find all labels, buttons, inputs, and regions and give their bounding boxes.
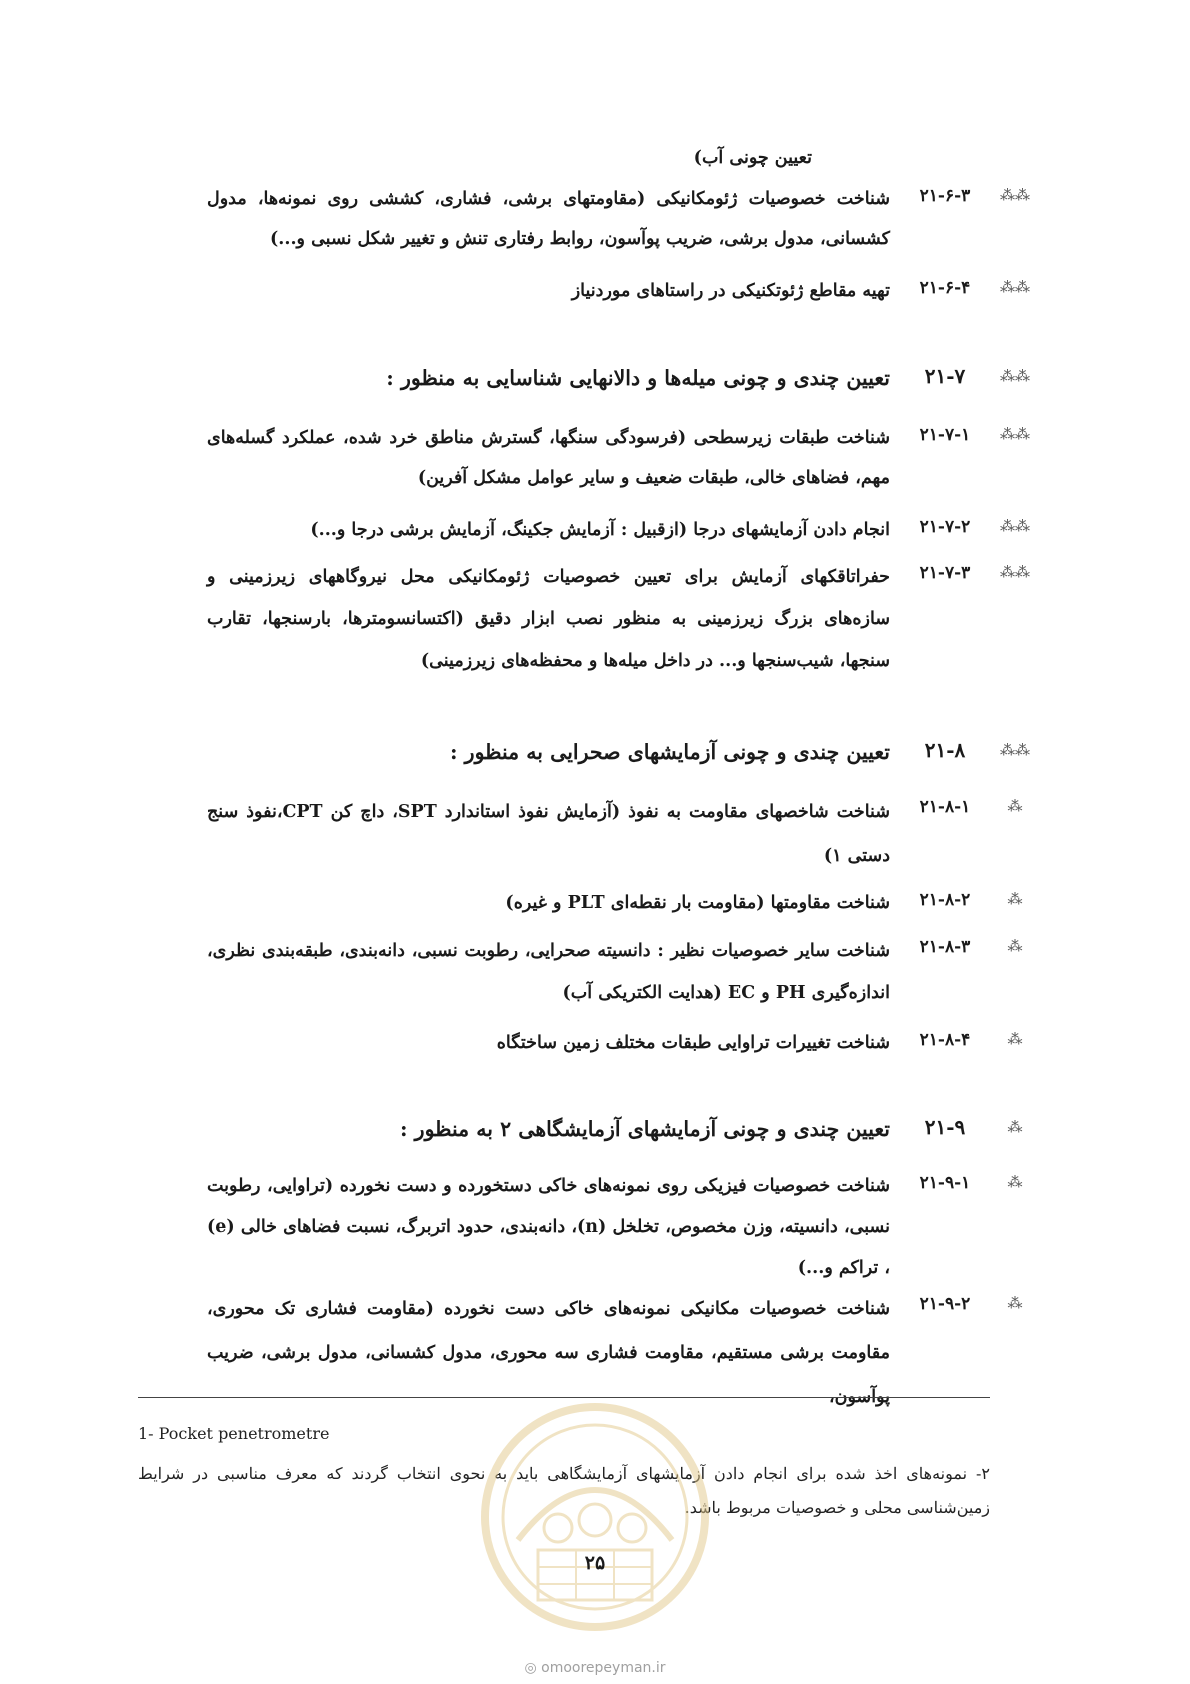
section-number: ۲۱-۷ bbox=[924, 364, 966, 388]
marker-star: ⁂ bbox=[1007, 890, 1023, 908]
globe-icon: ◎ bbox=[524, 1660, 537, 1676]
marker-star: ⁂⁂ bbox=[1000, 517, 1030, 535]
section-number: ۲۱-۸ bbox=[924, 738, 966, 762]
watermark-url-text: omoorepeyman.ir bbox=[541, 1660, 666, 1676]
marker-star: ⁂ bbox=[1007, 1173, 1023, 1191]
section-heading: تعیین چندی و چونی میله‌ها و دالانهایی شناسایی به منظور : bbox=[386, 366, 890, 390]
item-text: تهیه مقاطع ژئوتکنیکی در راستاهای موردنیاز bbox=[571, 281, 890, 301]
marker-star: ⁂⁂ bbox=[1000, 278, 1030, 296]
item-number: ۲۱-۸-۳ bbox=[919, 937, 971, 957]
item-number: ۲۱-۷-۲ bbox=[919, 517, 971, 537]
item-text: حفراتاقکهای آزمایش برای تعیین خصوصیات ژئومکانیکی محل نیروگاههای زیرزمینی و سازه‌های بزرگ زیرزمینی به منظور نصب ابزار دقیق (اکتسانسومترها، بارسنجها، تقارب سنجها، شیب‌سنجها و... در داخل میله‌ها و محفظه‌های زیرزمینی) bbox=[207, 567, 890, 671]
item-number: ۲۱-۸-۲ bbox=[919, 890, 971, 910]
marker-star: ⁂ bbox=[1007, 937, 1023, 955]
marker-star: ⁂ bbox=[1007, 797, 1023, 815]
marker-star: ⁂⁂ bbox=[1000, 563, 1030, 581]
item-text: شناخت خصوصیات فیزیکی روی نمونه‌های خاکی دستخورده و دست نخورده (تراوایی، رطوبت نسبی، دانسیته، وزن مخصوص، تخلخل (n)، دانه‌بندی، حدود اتربرگ، نسبت فضاهای خالی (e) ، تراکم و...) bbox=[207, 1176, 890, 1278]
item-number: ۲۱-۸-۱ bbox=[919, 797, 971, 817]
item-number: ۲۱-۶-۳ bbox=[919, 186, 971, 206]
footnote-separator bbox=[138, 1397, 990, 1398]
footnote-2: ۲- نمونه‌های اخذ شده برای انجام دادن آزمایشهای آزمایشگاهی باید به نحوی انتخاب گردند که معرف مناسبی در شرایط زمین‌شناسی محلی و خصوصیات مربوط باشد. bbox=[138, 1464, 990, 1517]
marker-star: ⁂ bbox=[1007, 1118, 1023, 1136]
marker-star: ⁂ bbox=[1007, 1030, 1023, 1048]
section-heading: تعیین چندی و چونی آزمایشهای صحرایی به منظور : bbox=[449, 740, 890, 764]
marker-star: ⁂⁂ bbox=[1000, 425, 1030, 443]
watermark-seal-icon bbox=[478, 1400, 712, 1634]
item-text: شناخت تغییرات تراوایی طبقات مختلف زمین ساختگاه bbox=[496, 1033, 890, 1053]
item-text: شناخت طبقات زیرسطحی (فرسودگی سنگها، گسترش مناطق خرد شده، عملکرد گسله‌های مهم، فضاهای خالی، طبقات ضعیف و سایر عوامل مشکل آفرین) bbox=[207, 428, 890, 488]
item-text: انجام دادن آزمایشهای درجا (ازقبیل : آزمایش جکینگ، آزمایش برشی درجا و...) bbox=[310, 520, 890, 540]
marker-star: ⁂⁂ bbox=[1000, 741, 1030, 759]
item-number: ۲۱-۷-۳ bbox=[919, 563, 971, 583]
watermark-url bbox=[0, 1660, 1190, 1676]
section-heading: تعیین چندی و چونی آزمایشهای آزمایشگاهی ۲ به منظور : bbox=[399, 1117, 890, 1141]
section-number: ۲۱-۹ bbox=[924, 1115, 966, 1139]
item-number: ۲۱-۹-۱ bbox=[919, 1173, 971, 1193]
footnote-1: 1- Pocket penetrometre bbox=[138, 1424, 330, 1443]
marker-star: ⁂⁂ bbox=[1000, 186, 1030, 204]
item-text: شناخت مقاومتها (مقاومت بار نقطه‌ای PLT و غیره) bbox=[505, 893, 890, 913]
marker-star: ⁂⁂ bbox=[1000, 367, 1030, 385]
item-text: شناخت خصوصیات مکانیکی نمونه‌های خاکی دست نخورده (مقاومت فشاری تک محوری، مقاومت برشی مستقیم، مقاومت فشاری سه محوری، مدول کشسانی، مدول برشی، ضریب پوآسون، bbox=[207, 1299, 890, 1407]
continuation-line: تعیین چونی آب) bbox=[693, 148, 812, 168]
marker-star: ⁂ bbox=[1007, 1294, 1023, 1312]
item-number: ۲۱-۷-۱ bbox=[919, 425, 971, 445]
page-number: ۲۵ bbox=[584, 1552, 606, 1574]
item-number: ۲۱-۸-۴ bbox=[919, 1030, 971, 1050]
item-text: شناخت شاخصهای مقاومت به نفوذ (آزمایش نفوذ استاندارد SPT، داچ کن CPT،نفوذ سنج دستی ۱) bbox=[207, 802, 890, 866]
item-number: ۲۱-۶-۴ bbox=[919, 278, 971, 298]
item-text: شناخت سایر خصوصیات نظیر : دانسیته صحرایی، رطوبت نسبی، دانه‌بندی، طبقه‌بندی نظری، اندازه‌گیری PH و EC (هدایت الکتریکی آب) bbox=[207, 941, 890, 1003]
item-text: شناخت خصوصیات ژئومکانیکی (مقاومتهای برشی، فشاری، کششی روی نمونه‌ها، مدول کشسانی، مدول برشی، ضریب پوآسون، روابط رفتاری تنش و تغییر شکل نسبی و...) bbox=[207, 189, 890, 249]
item-number: ۲۱-۹-۲ bbox=[919, 1294, 971, 1314]
